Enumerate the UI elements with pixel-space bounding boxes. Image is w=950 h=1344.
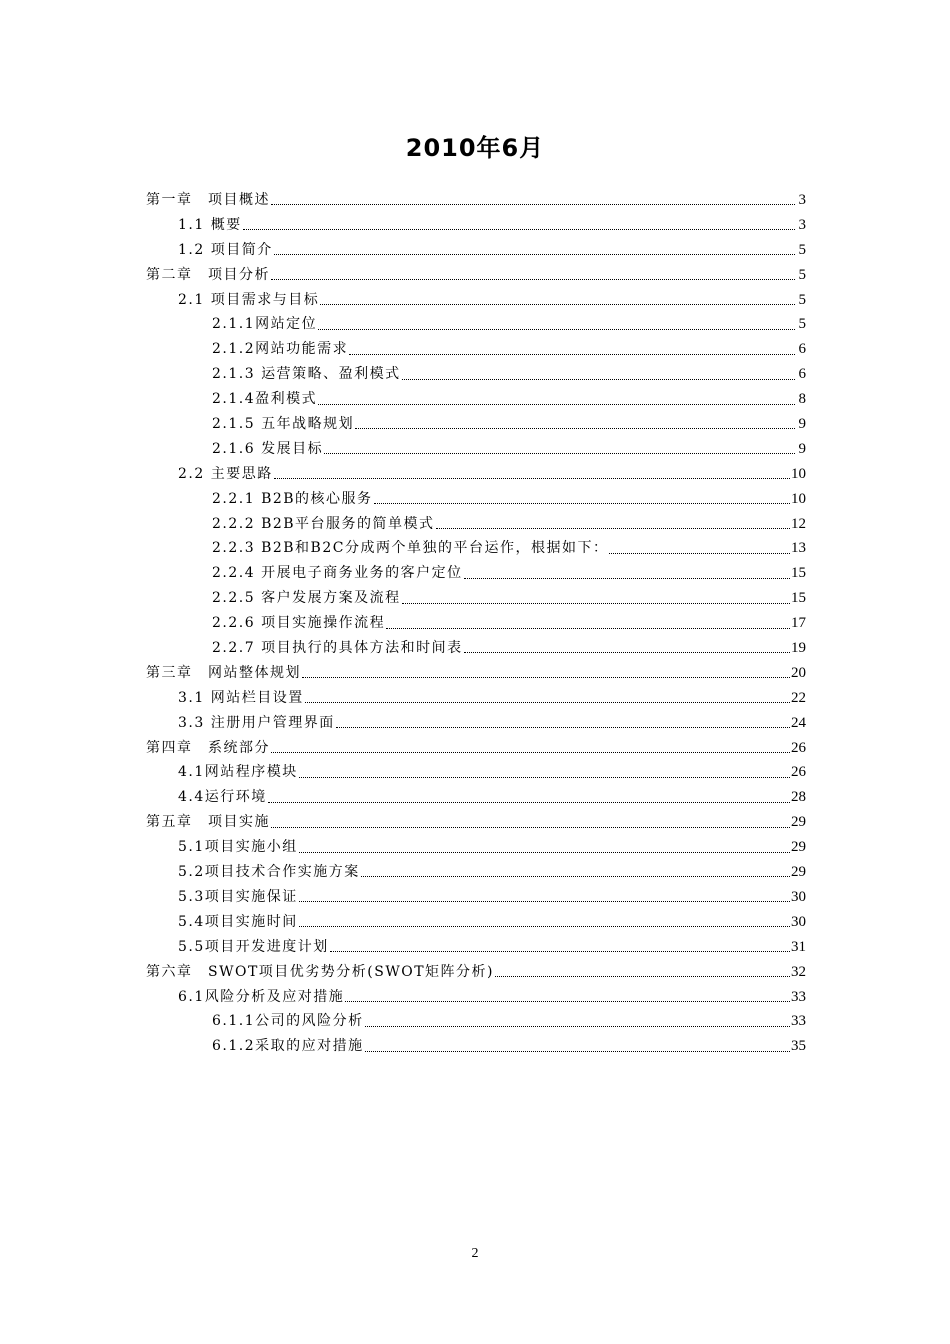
toc-entry-label: 3.1 网站栏目设置 xyxy=(178,689,304,706)
toc-entry-page: 9 xyxy=(798,440,806,457)
toc-entry-page: 3 xyxy=(798,192,806,208)
toc-entry-label: 2.1.5 五年战略规划 xyxy=(212,416,355,433)
toc-entry-label: 2.1 项目需求与目标 xyxy=(178,291,320,308)
page-title: 2010年6月 xyxy=(405,134,545,162)
toc-entry-label: 3.3 注册用户管理界面 xyxy=(178,714,335,731)
toc-entry-page: 6 xyxy=(798,341,806,358)
toc-entry-label: 2.1.6 发展目标 xyxy=(212,440,324,457)
toc-dot-leader xyxy=(365,1040,790,1054)
toc-dot-leader xyxy=(436,517,790,531)
toc-entry-label: 第五章 项目实施 xyxy=(146,814,270,831)
toc-entry-page: 3 xyxy=(798,216,806,233)
toc-entry-page: 33 xyxy=(791,988,806,1005)
toc-entry-page: 29 xyxy=(791,864,806,881)
toc-dot-leader xyxy=(299,915,790,929)
toc-entry-page: 5 xyxy=(798,266,806,283)
toc-entry[interactable] xyxy=(146,636,806,661)
toc-entry-page: 13 xyxy=(791,540,806,557)
toc-entry-page: 10 xyxy=(791,490,806,507)
toc-entry-page: 26 xyxy=(791,739,806,756)
toc-entry[interactable] xyxy=(146,885,806,910)
toc-entry[interactable] xyxy=(146,686,806,711)
toc-entry-label: 5.3项目实施保证 xyxy=(178,888,298,905)
toc-dot-leader xyxy=(299,766,790,780)
toc-entry-page: 17 xyxy=(791,615,806,632)
toc-dot-leader xyxy=(305,691,790,705)
toc-entry-page: 29 xyxy=(791,814,806,831)
page-number: 2 xyxy=(471,1246,479,1261)
toc-entry[interactable] xyxy=(146,387,806,412)
toc-entry[interactable] xyxy=(146,188,806,213)
toc-dot-leader xyxy=(402,368,795,382)
toc-dot-leader xyxy=(320,293,795,307)
toc-entry-label: 2.2.1 B2B的核心服务 xyxy=(212,490,373,507)
toc-dot-leader xyxy=(349,343,795,357)
toc-entry[interactable] xyxy=(146,785,806,810)
toc-dot-leader xyxy=(336,716,790,730)
toc-entry-label: 5.5项目开发进度计划 xyxy=(178,938,329,955)
toc-entry[interactable] xyxy=(146,1034,806,1059)
table-of-contents xyxy=(146,188,806,1059)
toc-entry-label: 第六章 SWOT项目优劣势分析(SWOT矩阵分析) xyxy=(146,963,495,980)
toc-entry-label: 5.2项目技术合作实施方案 xyxy=(178,864,360,881)
toc-entry[interactable] xyxy=(146,810,806,835)
toc-dot-leader xyxy=(318,393,795,407)
toc-dot-leader xyxy=(243,218,795,232)
toc-entry[interactable] xyxy=(146,760,806,785)
toc-dot-leader xyxy=(374,492,790,506)
toc-entry[interactable] xyxy=(146,412,806,437)
toc-dot-leader xyxy=(355,417,795,431)
toc-entry[interactable] xyxy=(146,910,806,935)
toc-dot-leader xyxy=(271,816,790,830)
toc-entry-label: 2.2.4 开展电子商务业务的客户定位 xyxy=(212,565,463,582)
toc-entry-page: 19 xyxy=(791,640,806,657)
toc-entry[interactable] xyxy=(146,661,806,686)
toc-entry[interactable] xyxy=(146,288,806,313)
toc-entry-label: 2.2.5 客户发展方案及流程 xyxy=(212,590,401,607)
toc-entry-label: 第三章 网站整体规划 xyxy=(146,664,301,681)
toc-entry-page: 29 xyxy=(791,839,806,856)
toc-entry[interactable] xyxy=(146,536,806,561)
toc-dot-leader xyxy=(274,467,790,481)
toc-entry-label: 5.1项目实施小组 xyxy=(178,839,298,856)
toc-entry-label: 6.1.1公司的风险分析 xyxy=(212,1013,364,1030)
toc-entry-label: 6.1.2采取的应对措施 xyxy=(212,1038,364,1055)
toc-entry[interactable] xyxy=(146,238,806,263)
toc-dot-leader xyxy=(271,268,795,282)
toc-dot-leader xyxy=(274,243,795,257)
toc-dot-leader xyxy=(302,666,790,680)
toc-entry-page: 30 xyxy=(791,888,806,905)
toc-entry[interactable] xyxy=(146,362,806,387)
toc-entry[interactable] xyxy=(146,561,806,586)
toc-entry-page: 5 xyxy=(798,291,806,308)
toc-dot-leader xyxy=(268,791,790,805)
toc-dot-leader xyxy=(495,965,790,979)
toc-entry[interactable] xyxy=(146,462,806,487)
toc-entry-label: 2.2.6 项目实施操作流程 xyxy=(212,615,386,632)
toc-entry-label: 6.1风险分析及应对措施 xyxy=(178,988,345,1005)
toc-entry[interactable] xyxy=(146,611,806,636)
toc-entry[interactable] xyxy=(146,437,806,462)
toc-entry-label: 2.2.3 B2B和B2C分成两个单独的平台运作，根据如下： xyxy=(212,540,609,557)
toc-entry-page: 15 xyxy=(791,590,806,607)
toc-dot-leader xyxy=(365,1015,790,1029)
toc-entry[interactable] xyxy=(146,1009,806,1034)
toc-dot-leader xyxy=(271,741,790,755)
toc-entry-page: 33 xyxy=(791,1013,806,1030)
toc-entry[interactable] xyxy=(146,835,806,860)
toc-entry-page: 10 xyxy=(791,465,806,482)
toc-entry-page: 24 xyxy=(791,714,806,731)
toc-entry-label: 1.2 项目简介 xyxy=(178,241,273,258)
toc-dot-leader xyxy=(299,841,790,855)
toc-entry-page: 28 xyxy=(791,789,806,806)
toc-entry-label: 4.1网站程序模块 xyxy=(178,764,298,781)
toc-entry-label: 第二章 项目分析 xyxy=(146,266,270,283)
toc-entry[interactable] xyxy=(146,736,806,761)
toc-dot-leader xyxy=(464,567,790,581)
toc-entry[interactable] xyxy=(146,935,806,960)
toc-dot-leader xyxy=(361,865,790,879)
toc-entry[interactable] xyxy=(146,960,806,985)
toc-dot-leader xyxy=(345,990,790,1004)
toc-entry-page: 15 xyxy=(791,565,806,582)
toc-entry[interactable] xyxy=(146,860,806,885)
toc-entry-page: 8 xyxy=(798,391,806,408)
toc-entry[interactable] xyxy=(146,512,806,537)
toc-entry-page: 31 xyxy=(791,938,806,955)
toc-entry-page: 22 xyxy=(791,689,806,706)
toc-entry[interactable] xyxy=(146,711,806,736)
toc-entry-page: 26 xyxy=(791,764,806,781)
toc-entry-label: 2.1.4盈利模式 xyxy=(212,391,318,408)
toc-entry-label: 4.4运行环境 xyxy=(178,789,267,806)
toc-entry-page: 30 xyxy=(791,913,806,930)
toc-entry-label: 2.2 主要思路 xyxy=(178,465,273,482)
toc-entry-label: 2.1.1网站定位 xyxy=(212,316,318,333)
toc-entry-page: 20 xyxy=(791,664,806,681)
toc-entry-label: 2.2.2 B2B平台服务的简单模式 xyxy=(212,515,435,532)
toc-entry[interactable] xyxy=(146,985,806,1010)
toc-entry[interactable] xyxy=(146,487,806,512)
toc-dot-leader xyxy=(318,318,795,332)
toc-entry-label: 5.4项目实施时间 xyxy=(178,913,298,930)
toc-dot-leader xyxy=(271,193,795,207)
toc-entry-label: 第一章 项目概述 xyxy=(146,192,270,208)
toc-entry-label: 2.1.2网站功能需求 xyxy=(212,341,349,358)
toc-entry-label: 2.2.7 项目执行的具体方法和时间表 xyxy=(212,640,463,657)
toc-entry-page: 5 xyxy=(798,241,806,258)
toc-entry-label: 第四章 系统部分 xyxy=(146,739,270,756)
toc-dot-leader xyxy=(464,641,790,655)
toc-dot-leader xyxy=(299,890,790,904)
toc-entry-label: 2.1.3 运营策略、盈利模式 xyxy=(212,366,401,383)
toc-entry-page: 35 xyxy=(791,1038,806,1055)
toc-dot-leader xyxy=(402,592,790,606)
toc-entry-page: 32 xyxy=(791,963,806,980)
toc-dot-leader xyxy=(324,442,795,456)
toc-dot-leader xyxy=(386,617,790,631)
toc-entry-page: 9 xyxy=(798,416,806,433)
toc-dot-leader xyxy=(330,940,790,954)
toc-entry[interactable] xyxy=(146,263,806,288)
toc-entry-page: 6 xyxy=(798,366,806,383)
toc-entry[interactable] xyxy=(146,586,806,611)
toc-entry[interactable] xyxy=(146,312,806,337)
toc-entry[interactable] xyxy=(146,337,806,362)
toc-entry-label: 1.1 概要 xyxy=(178,216,242,233)
toc-entry-page: 12 xyxy=(791,515,806,532)
toc-entry[interactable] xyxy=(146,213,806,238)
toc-dot-leader xyxy=(609,542,790,556)
toc-entry-page: 5 xyxy=(798,316,806,333)
